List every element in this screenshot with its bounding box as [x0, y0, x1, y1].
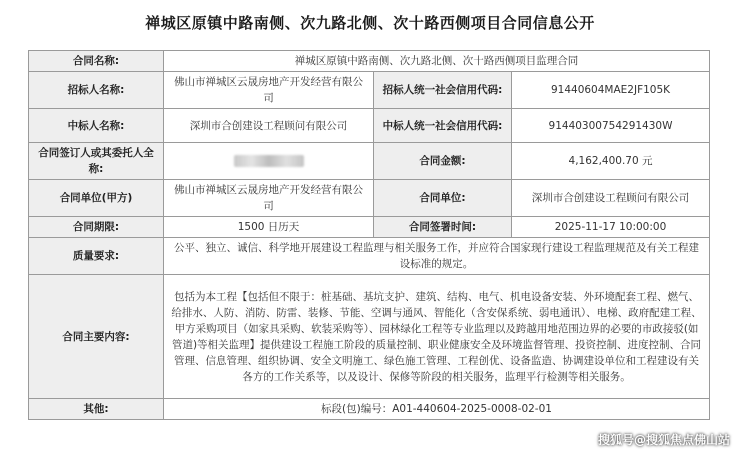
row-other [29, 399, 710, 420]
page-title: 禅城区原镇中路南侧、次九路北侧、次十路西侧项目合同信息公开 [145, 14, 595, 32]
redacted-blur [234, 155, 304, 167]
row-contract-name [29, 51, 710, 72]
quality-value: 公平、独立、诚信、科学地开展建设工程监理与相关服务工作，并应符合国家现行建设工程监理规范及有关工程建设标准的规定。 [164, 238, 710, 275]
period-value: 1500 日历天 [164, 217, 374, 238]
other-value: 标段(包)编号：A01-440604-2025-0008-02-01 [164, 399, 710, 420]
row-tenderer [29, 72, 710, 109]
winner-code-value: 91440300754291430W [512, 109, 710, 143]
winner-label: 中标人名称: [29, 109, 164, 143]
amount-label: 合同金额: [374, 143, 512, 180]
winner-code-label: 中标人统一社会信用代码: [374, 109, 512, 143]
row-content [29, 275, 710, 399]
unit-label: 合同单位: [374, 180, 512, 217]
winner-value: 深圳市合创建设工程顾问有限公司 [164, 109, 374, 143]
tenderer-label: 招标人名称: [29, 72, 164, 109]
row-winner [29, 109, 710, 143]
party-a-value: 佛山市禅城区云晟房地产开发经营有限公司 [164, 180, 374, 217]
contract-name-value: 禅城区原镇中路南侧、次九路北侧、次十路西侧项目监理合同 [164, 51, 710, 72]
contract-name-label: 合同名称: [29, 51, 164, 72]
content-label: 合同主要内容: [29, 275, 164, 399]
content-value: 包括为本工程【包括但不限于：桩基础、基坑支护、建筑、结构、电气、机电设备安装、外环境配套工程、燃气、给排水、人防、消防、防雷、装修、节能、空调与通风、智能化（含安保系统、弱电通讯）、电梯、政府配建工程、甲方采购项目（如家具采购、软装采购等）、园林绿化工程等专业监理以及跨越用地范围边界的必要的市政接驳(如管道)等相关监理】提供建设工程施工阶段的质量控制、职业健康安全及环境监督管理、投资控制、进度控制、合同管理、信息管理、组织协调、安全文明施工、绿色施工管理、工程创优、设备监造、协调建设单位和工程建设有关各方的工作关系等，以及设计、保修等阶段的相关服务，监理平行检测等相关服务。 [164, 275, 710, 399]
signer-label: 合同签订人或其委托人全称: [29, 143, 164, 180]
period-label: 合同期限: [29, 217, 164, 238]
party-a-label: 合同单位(甲方) [29, 180, 164, 217]
quality-label: 质量要求: [29, 238, 164, 275]
amount-value: 4,162,400.70 元 [512, 143, 710, 180]
signer-value-redacted [164, 143, 374, 180]
tenderer-code-label: 招标人统一社会信用代码: [374, 72, 512, 109]
contract-info-table [28, 50, 710, 420]
row-signer [29, 143, 710, 180]
tenderer-value: 佛山市禅城区云晟房地产开发经营有限公司 [164, 72, 374, 109]
unit-value: 深圳市合创建设工程顾问有限公司 [512, 180, 710, 217]
sign-time-value: 2025-11-17 10:00:00 [512, 217, 710, 238]
other-label: 其他: [29, 399, 164, 420]
row-party-a [29, 180, 710, 217]
sign-time-label: 合同签署时间: [374, 217, 512, 238]
row-quality [29, 238, 710, 275]
source-watermark: 搜狐号@搜狐焦点佛山站 [597, 433, 730, 447]
tenderer-code-value: 91440604MAE2JF105K [512, 72, 710, 109]
row-period [29, 217, 710, 238]
